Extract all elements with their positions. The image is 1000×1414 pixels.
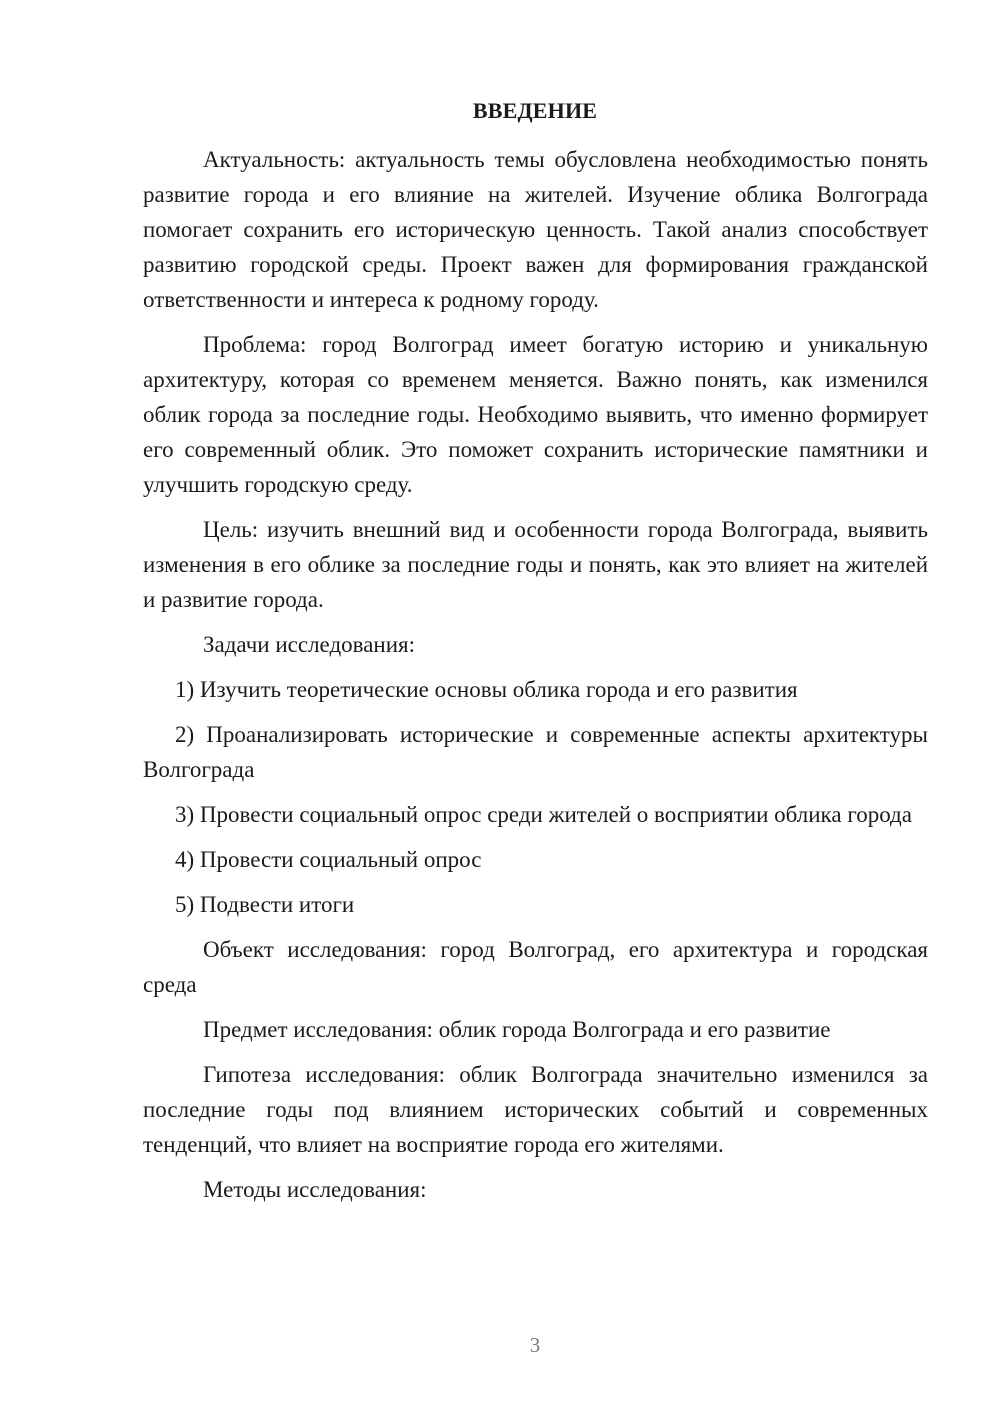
- page-number: 3: [529, 1333, 541, 1357]
- relevance-paragraph: Актуальность: актуальность темы обусловлена необходимостью понять развитие города и его влияние на жителей. Изучение облика Волгограда помогает сохранить его историческую ценность. Такой анализ способствует развитию городской среды. Проект важен для формирования гражданской ответственности и интереса к родному городу.: [143, 147, 928, 312]
- tasks-heading: Задачи исследования:: [203, 632, 416, 657]
- methods-heading: Методы исследования:: [203, 1177, 427, 1202]
- subject-paragraph: Предмет исследования: облик города Волгограда и его развитие: [203, 1017, 831, 1042]
- document-body: [143, 142, 928, 1217]
- task-item-4: 4) Провести социальный опрос: [175, 847, 482, 872]
- object-paragraph: Объект исследования: город Волгоград, его архитектура и городская среда: [143, 937, 928, 997]
- problem-paragraph: Проблема: город Волгоград имеет богатую историю и уникальную архитектуру, которая со временем меняется. Важно понять, как изменился облик города за последние годы. Необходимо выявить, что именно формирует его современный облик. Это поможет сохранить исторические памятники и улучшить городскую среду.: [143, 332, 928, 497]
- page-title: ВВЕДЕНИЕ: [472, 98, 598, 123]
- task-item-1: 1) Изучить теоретические основы облика города и его развития: [175, 677, 798, 702]
- task-item-3: 3) Провести социальный опрос среди жителей о восприятии облика города: [175, 802, 912, 827]
- hypothesis-paragraph: Гипотеза исследования: облик Волгограда значительно изменился за последние годы под влиянием исторических событий и современных тенденций, что влияет на восприятие города его жителями.: [143, 1062, 928, 1157]
- task-item-2: 2) Проанализировать исторические и современные аспекты архитектуры Волгограда: [143, 722, 928, 782]
- task-item-5: 5) Подвести итоги: [175, 892, 355, 917]
- goal-paragraph: Цель: изучить внешний вид и особенности города Волгограда, выявить изменения в его облике за последние годы и понять, как это влияет на жителей и развитие города.: [143, 517, 928, 612]
